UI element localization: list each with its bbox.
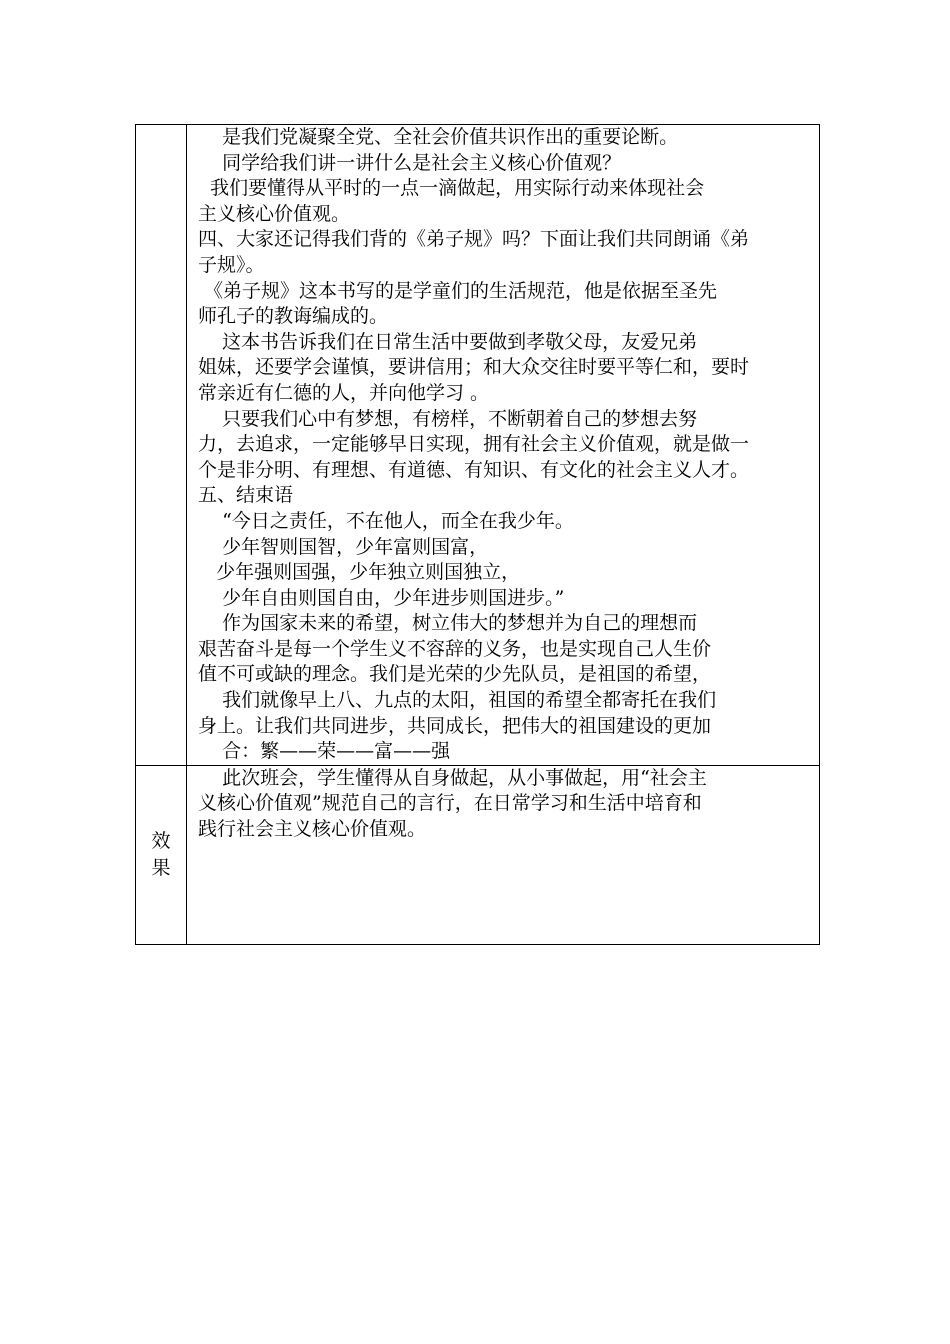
text-line: 四、大家还记得我们背的《弟子规》吗？下面让我们共同朗诵《弟 (198, 228, 750, 251)
text-line: 合：繁——荣——富——强 (198, 740, 451, 763)
text-line: 力，去追求，一定能够早日实现，拥有社会主义价值观，就是做一 (198, 433, 750, 456)
text-line: 义核心价值观”规范自己的言行，在日常学习和生活中培育和 (198, 792, 702, 815)
text-line: 姐妹，还要学会谨慎，要讲信用；和大众交往时要平等仁和，要时 (198, 356, 750, 379)
text-line: 《弟子规》这本书写的是学童们的生活规范，他是依据至圣先 (198, 279, 718, 302)
text-line: 艰苦奋斗是每一个学生义不容辞的义务，也是实现自己人生价 (198, 637, 712, 660)
text-line: 身上。让我们共同进步，共同成长，把伟大的祖国建设的更加 (198, 714, 712, 737)
text-line: 值不可或缺的理念。我们是光荣的少先队员，是祖国的希望， (198, 663, 712, 686)
row-label-cell (136, 125, 187, 766)
text-line: 我们要懂得从平时的一点一滴做起，用实际行动来体现社会 (198, 177, 705, 200)
text-line: 是我们党凝聚全党、全社会价值共识作出的重要论断。 (198, 126, 679, 148)
text-line: 少年自由则国自由，少年进步则国进步。” (198, 586, 565, 609)
text-line: 师孔子的教诲编成的。 (198, 305, 389, 328)
table-row (136, 125, 820, 766)
paragraph-block (198, 766, 811, 843)
row-label-effect: 效果 (151, 829, 171, 879)
text-line: 只要我们心中有梦想，有榜样，不断朝着自己的梦想去努 (198, 407, 698, 430)
text-line: 常亲近有仁德的人，并向他学习 。 (198, 381, 490, 404)
lesson-plan-table (135, 124, 820, 945)
text-line: “今日之责任，不在他人，而全在我少年。 (198, 509, 574, 532)
content-cell-process (187, 125, 820, 766)
row-label-cell (136, 765, 187, 944)
text-line: 同学给我们讲一讲什么是社会主义核心价值观？ (198, 151, 622, 174)
paragraph-block (198, 125, 811, 765)
text-line: 这本书告诉我们在日常生活中要做到孝敬父母，友爱兄弟 (198, 330, 698, 353)
text-line: 个是非分明、有理想、有道德、有知识、有文化的社会主义人才。 (198, 458, 750, 481)
text-line: 作为国家未来的希望，树立伟大的梦想并为自己的理想而 (198, 612, 698, 635)
table-row (136, 765, 820, 944)
text-line: 我们就像早上八、九点的太阳，祖国的希望全都寄托在我们 (198, 689, 717, 712)
content-cell-effect (187, 765, 820, 944)
text-line: 践行社会主义核心价值观。 (198, 818, 427, 841)
text-line: 主义核心价值观。 (198, 202, 351, 225)
text-line: 子规》。 (198, 253, 265, 276)
text-line: 五、结束语 (198, 484, 294, 507)
text-line: 少年智则国智，少年富则国富， (198, 535, 489, 558)
text-line: 少年强则国强，少年独立则国独立， (198, 561, 521, 584)
text-line: 此次班会，学生懂得从自身做起，从小事做起，用“社会主 (198, 766, 707, 789)
